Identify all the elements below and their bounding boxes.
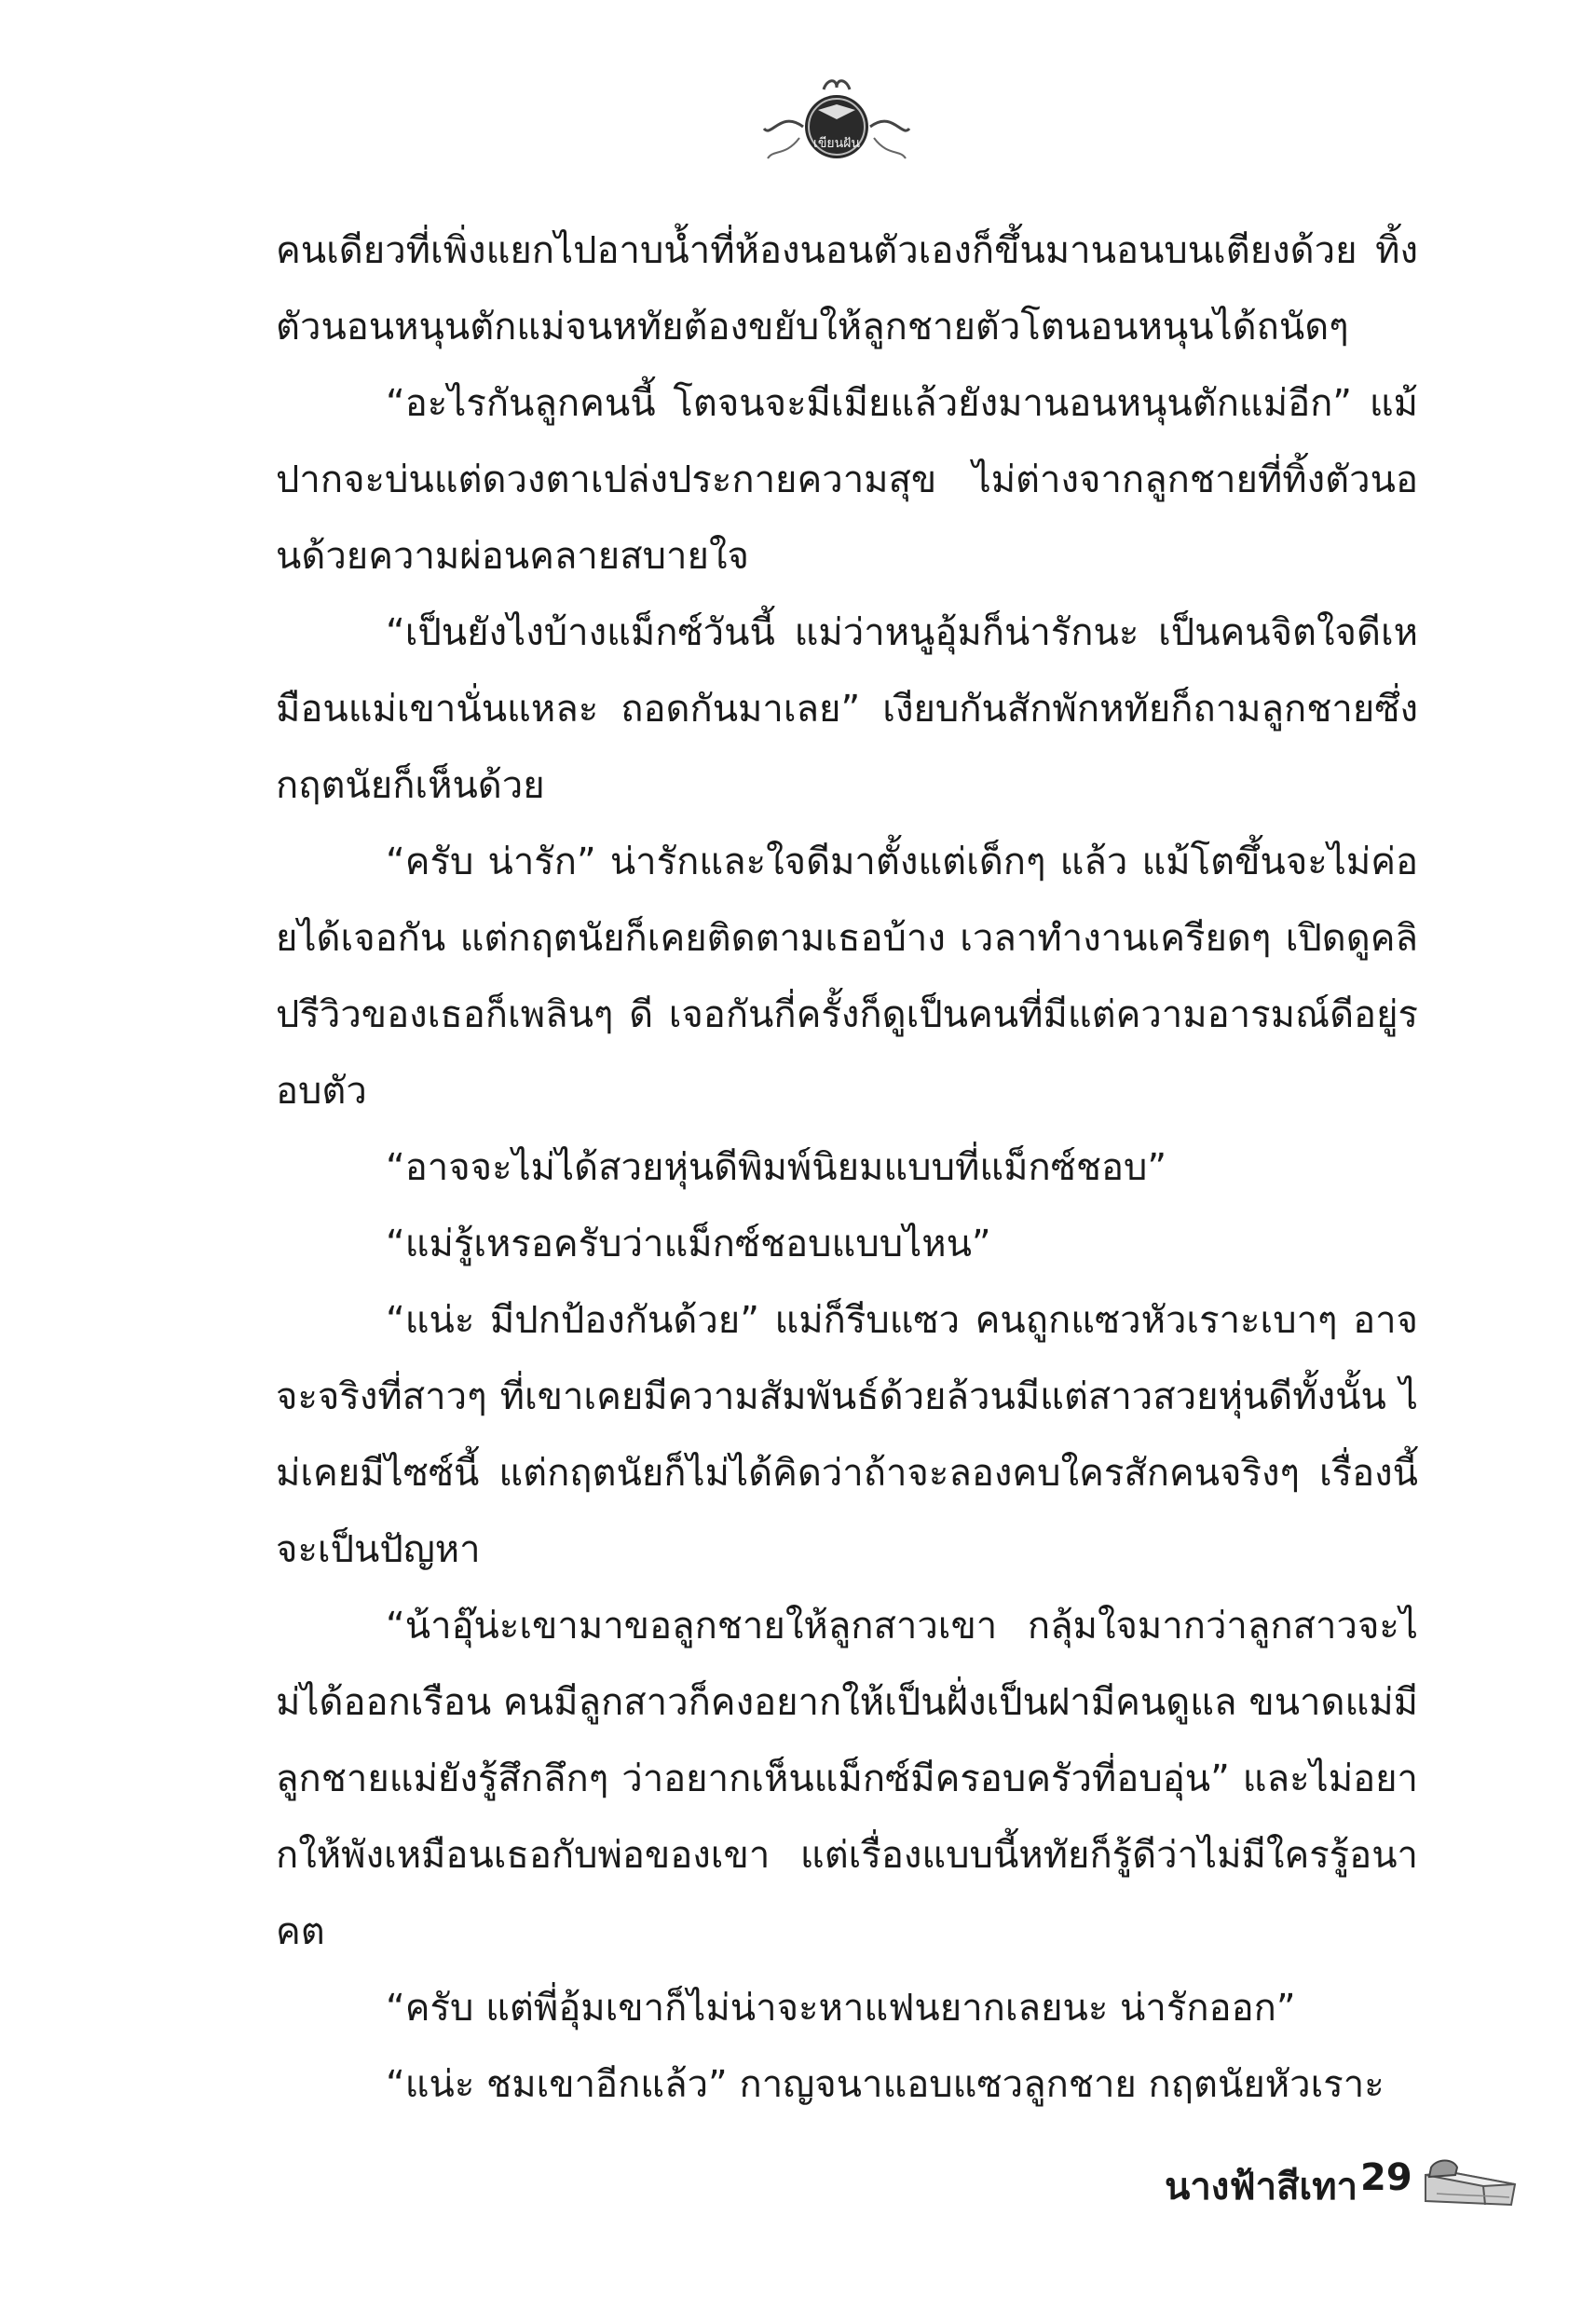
logo-text: เขียนฝัน [813,136,860,151]
body-text [276,212,1418,2123]
paragraph-3: “เป็นยังไงบ้างแม็กซ์วันนี้ แม่ว่าหนูอุ้มก็น่ารักนะ เป็นคนจิตใจดีเหมือนแม่เขานั่นแหละ ถอดกันมาเลย” เงียบกันสักพักหทัยก็ถามลูกชายซึ่งกฤตนัยก็เห็นด้วย [276,611,1418,807]
paragraph-2: “อะไรกันลูกคนนี้ โตจนจะมีเมียแล้วยังมานอนหนุนตักแม่อีก” แม้ปากจะบ่นแต่ดวงตาเปล่งประกายความสุข ไม่ต่างจากลูกชายที่ทิ้งตัวนอนด้วยความผ่อนคลายสบายใจ [276,382,1418,578]
paragraph-6: “แม่รู้เหรอครับว่าแม็กซ์ชอบแบบไหน” [386,1223,991,1265]
paragraph-10: “แน่ะ ชมเขาอีกแล้ว” กาญจนาแอบแซวลูกชาย กฤตนัยหัวเราะ [386,2063,1385,2106]
paragraph-9: “ครับ แต่พี่อุ้มเขาก็ไม่น่าจะหาแฟนยากเลยนะ น่ารักออก” [386,1987,1296,2030]
paragraph-7: “แน่ะ มีปกป้องกันด้วย” แม่ก็รีบแซว คนถูกแซวหัวเราะเบาๆ อาจจะจริงที่สาวๆ ที่เขาเคยมีความสัมพันธ์ด้วยล้วนมีแต่สาวสวยหุ่นดีทั้งนั้น ไม่เคยมีไซซ์นี้ แต่กฤตนัยก็ไม่ได้คิดว่าถ้าจะลองคบใครสักคนจริงๆ เรื่องนี้จะเป็นปัญหา [276,1299,1418,1571]
page-number: 29 [1360,2156,1412,2199]
ornament-logo-icon [762,73,911,185]
paragraph-8: “น้าอุ๊น่ะเขามาขอลูกชายให้ลูกสาวเขา กลุ้มใจมากว่าลูกสาวจะไม่ได้ออกเรือน คนมีลูกสาวก็คงอยากให้เป็นฝั่งเป็นฝามีคนดูแล ขนาดแม่มีลูกชายแม่ยังรู้สึกลึกๆ ว่าอยากเห็นแม็กซ์มีครอบครัวที่อบอุ่น” และไม่อยากให้พังเหมือนเธอกับพ่อของเขา แต่เรื่องแบบนี้หทัยก็รู้ดีว่าไม่มีใครรู้อนาคต [276,1605,1418,1953]
book-title: นางฟ้าสีเทา [1165,2166,1358,2208]
paragraph-1: คนเดียวที่เพิ่งแยกไปอาบน้ำที่ห้องนอนตัวเองก็ขึ้นมานอนบนเตียงด้วย ทิ้งตัวนอนหนุนตักแม่จนหทัยต้องขยับให้ลูกชายตัวโตนอนหนุนได้ถนัดๆ [276,229,1418,349]
paragraph-4: “ครับ น่ารัก” น่ารักและใจดีมาตั้งแต่เด็กๆ แล้ว แม้โตขึ้นจะไม่ค่อยได้เจอกัน แต่กฤตนัยก็เคยติดตามเธอบ้าง เวลาทำงานเครียดๆ เปิดดูคลิปรีวิวของเธอก็เพลินๆ ดี เจอกันกี่ครั้งก็ดูเป็นคนที่มีแต่ความอารมณ์ดีอยู่รอบตัว [276,841,1418,1113]
paragraph-5: “อาจจะไม่ได้สวยหุ่นดีพิมพ์นิยมแบบที่แม็กซ์ชอบ” [386,1146,1167,1189]
page-footer [1081,2130,1472,2233]
bed-icon [1418,2147,1521,2212]
